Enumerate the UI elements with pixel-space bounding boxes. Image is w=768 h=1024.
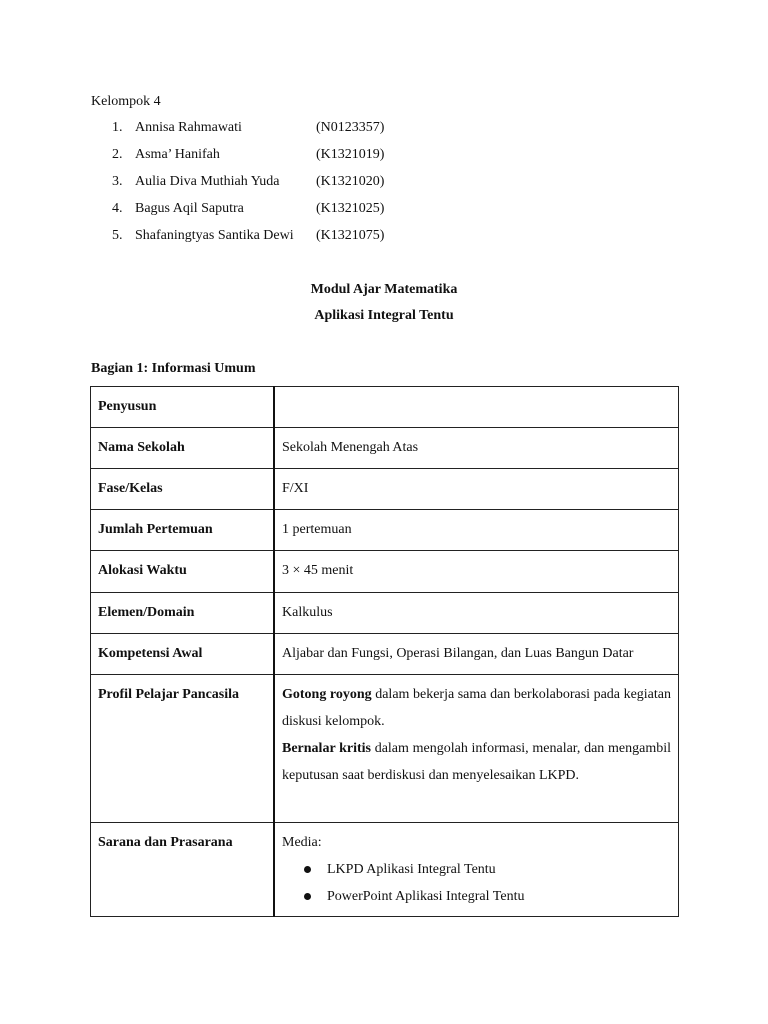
table-row [91,675,679,823]
table-row [91,551,679,593]
row-label: Fase/Kelas [91,469,275,510]
table-row [91,469,679,510]
table-row [91,387,679,428]
module-title: Modul Ajar Matematika [310,282,458,297]
row-label: Kompetensi Awal [91,634,275,675]
media-list [282,856,671,910]
member-name: Annisa Rahmawati [135,120,242,135]
member-list [106,119,526,254]
table-row [91,510,679,551]
row-label: Elemen/Domain [91,593,275,634]
member-id: (K1321019) [316,147,385,162]
row-value: Aljabar dan Fungsi, Operasi Bilangan, dan Luas Bangun Datar [274,634,679,675]
table-row [91,634,679,675]
row-value: 3 × 45 menit [274,551,679,593]
media-label: Media: [282,835,322,850]
module-subtitle: Aplikasi Integral Tentu [314,308,454,323]
row-label: Sarana dan Prasarana [91,823,275,917]
table-row [91,428,679,469]
member-number: 1. [112,120,123,135]
member-number: 4. [112,201,123,216]
row-value: Sekolah Menengah Atas [274,428,679,469]
info-table [90,386,679,917]
bullet-icon [304,893,311,900]
row-value [274,387,679,428]
table-row [91,593,679,634]
profil-keyword: Bernalar kritis [282,741,371,756]
member-name: Bagus Aqil Saputra [135,201,244,216]
member-id: (K1321025) [316,201,385,216]
row-label: Jumlah Pertemuan [91,510,275,551]
row-value: 1 pertemuan [274,510,679,551]
list-item [106,200,526,227]
group-title: Kelompok 4 [91,94,161,109]
row-value: Kalkulus [274,593,679,634]
profil-text: dalam mengolah informasi, menalar, dan mengambil keputusan saat berdiskusi dan menyelesaikan LKPD. [282,741,671,783]
profil-text: dalam bekerja sama dan berkolaborasi pada kegiatan diskusi kelompok. [282,687,672,729]
profil-keyword: Gotong royong [282,687,372,702]
profil-paragraph-2 [282,735,671,789]
media-item: LKPD Aplikasi Integral Tentu [327,862,496,877]
list-item [106,119,526,146]
member-number: 3. [112,174,123,189]
list-item [106,146,526,173]
member-id: (K1321075) [316,228,385,243]
list-item [106,227,526,254]
bullet-icon [304,866,311,873]
member-id: (K1321020) [316,174,385,189]
row-label: Nama Sekolah [91,428,275,469]
section-heading: Bagian 1: Informasi Umum [91,361,256,376]
row-value [274,675,679,823]
member-number: 5. [112,228,123,243]
table-row [91,823,679,917]
list-item [282,856,671,883]
media-item: PowerPoint Aplikasi Integral Tentu [327,889,525,904]
row-label: Penyusun [91,387,275,428]
member-number: 2. [112,147,123,162]
member-name: Asma’ Hanifah [135,147,220,162]
list-item [106,173,526,200]
list-item [282,883,671,910]
row-label: Alokasi Waktu [91,551,275,593]
profil-paragraph-1 [282,681,671,735]
row-label: Profil Pelajar Pancasila [91,675,275,823]
member-id: (N0123357) [316,120,385,135]
member-name: Shafaningtyas Santika Dewi [135,228,294,243]
row-value: F/XI [274,469,679,510]
member-name: Aulia Diva Muthiah Yuda [135,174,280,189]
row-value [274,823,679,917]
